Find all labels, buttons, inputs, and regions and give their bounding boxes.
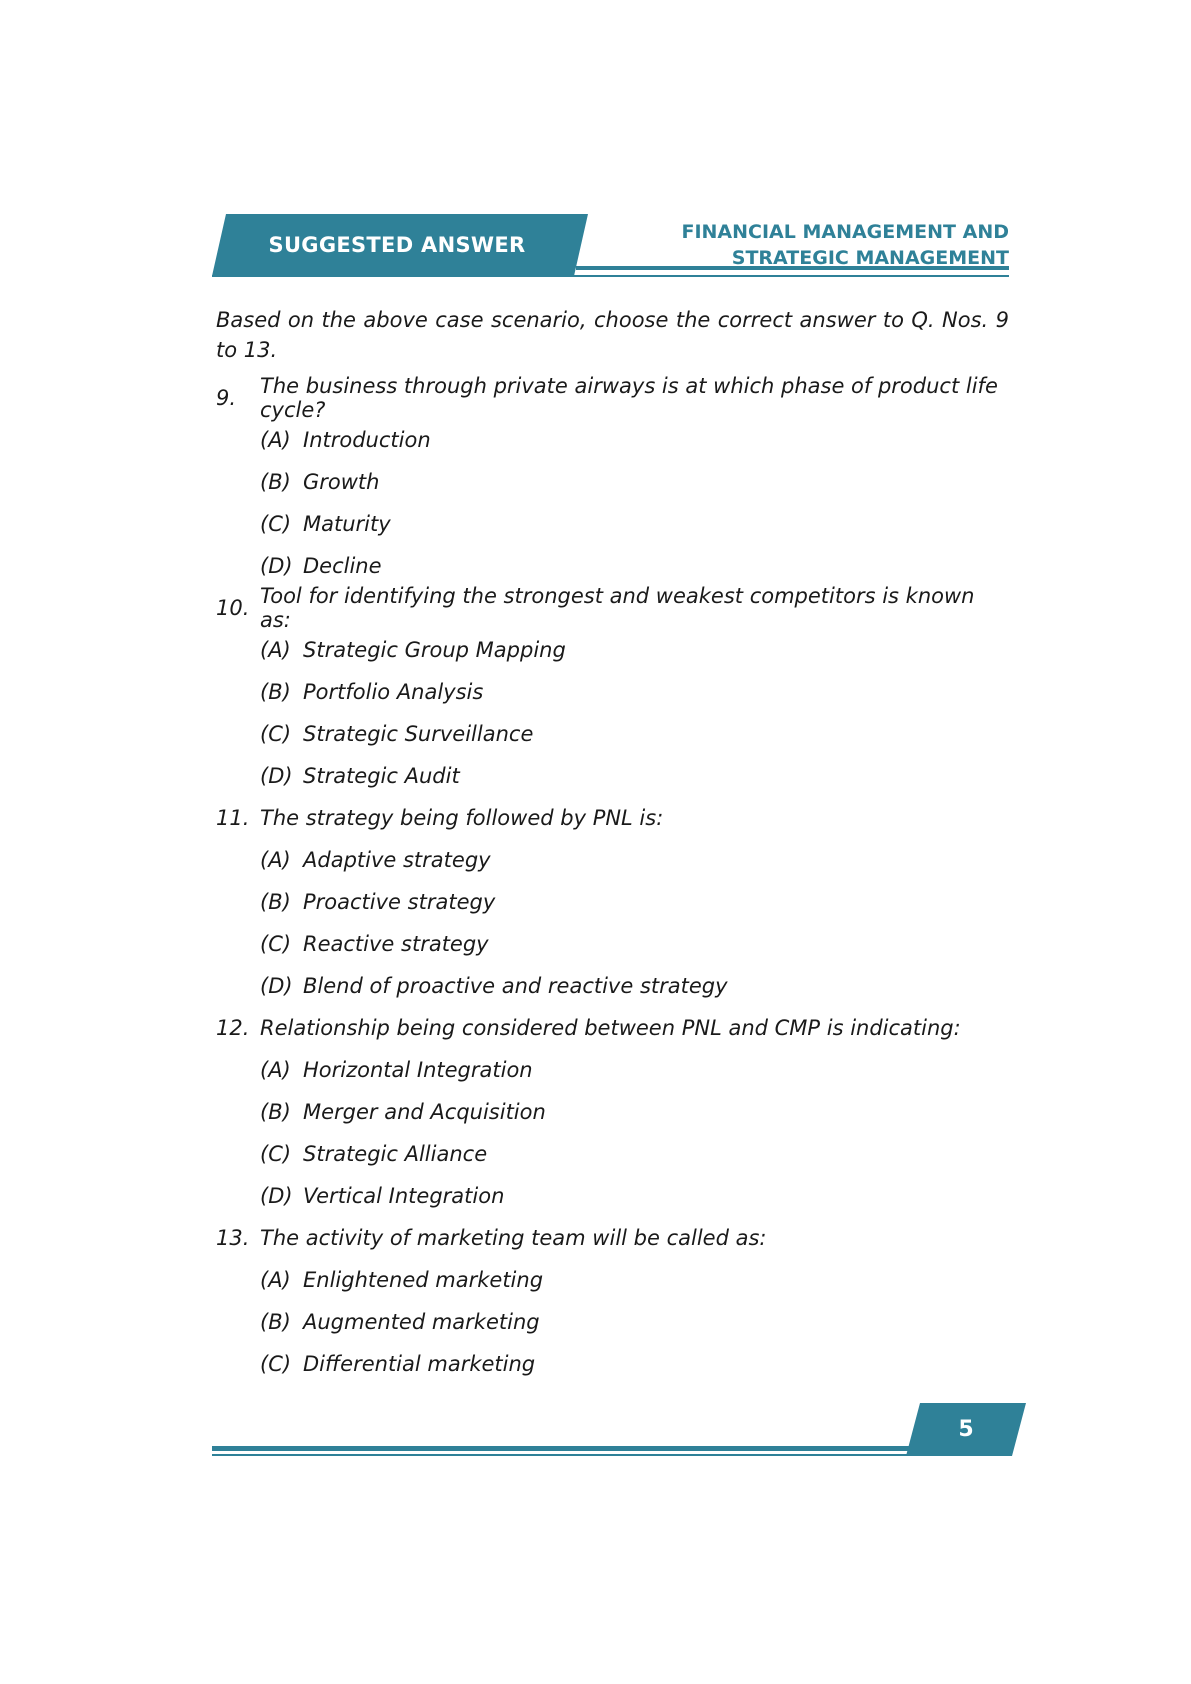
option-text: Merger and Acquisition [303,1100,546,1124]
option [216,545,1009,587]
option-label: (C) [260,1142,292,1166]
option [216,419,1009,461]
question-text: Relationship being considered between PNL and CMP is indicating: [260,1016,961,1040]
question-10 [216,584,1009,632]
option-text: Blend of proactive and reactive strategy [303,974,728,998]
option-label: (B) [260,890,291,914]
option [216,713,1009,755]
option-text: Portfolio Analysis [303,680,484,704]
option-text: Strategic Alliance [303,1142,488,1166]
option-label: (B) [260,1310,291,1334]
option [216,503,1009,545]
intro-text: Based on the above case scenario, choose the correct answer to Q. Nos. 9 to 13. [216,308,1009,362]
footer-rule [212,1446,912,1451]
option-label: (A) [260,1058,291,1082]
option-text: Decline [303,554,382,578]
option-label: (C) [260,512,292,536]
option [216,671,1009,713]
option-text: Adaptive strategy [303,848,491,872]
question-13 [216,1217,1009,1259]
option-label: (D) [260,1184,293,1208]
option [216,1259,1009,1301]
question-9 [216,374,1009,422]
question-number: 13. [216,1226,250,1250]
option [216,1091,1009,1133]
option-text: Enlightened marketing [303,1268,544,1292]
question-number: 10. [216,596,250,620]
page-number: 5 [958,1417,974,1442]
option-text: Horizontal Integration [303,1058,533,1082]
option-label: (D) [260,974,293,998]
suggested-answer-label: SUGGESTED ANSWER [268,233,526,257]
option [216,881,1009,923]
option-label: (B) [260,470,291,494]
option-label: (C) [260,722,292,746]
option-label: (A) [260,848,291,872]
option-text: Differential marketing [303,1352,536,1376]
question-number: 9. [216,386,237,410]
paper-title-line-2: STRATEGIC MANAGEMENT [731,247,1009,269]
option-text: Strategic Group Mapping [303,638,566,662]
option-label: (A) [260,638,291,662]
option-text: Augmented marketing [303,1310,540,1334]
option-text: Vertical Integration [303,1184,505,1208]
question-12 [216,1007,1009,1049]
option-label: (A) [260,1268,291,1292]
option-label: (B) [260,680,291,704]
option-label: (B) [260,1100,291,1124]
option-text: Reactive strategy [303,932,489,956]
footer-rule-thin [212,1454,912,1456]
option-text: Strategic Audit [303,764,460,788]
question-text: The business through private airways is at which phase of product life cycle? [260,374,998,422]
option [216,1301,1009,1343]
question-number: 12. [216,1016,250,1040]
option-label: (A) [260,428,291,452]
option-text: Strategic Surveillance [303,722,534,746]
paper-title [681,219,1009,271]
option [216,1175,1009,1217]
option [216,1049,1009,1091]
option-text: Maturity [303,512,391,536]
option-text: Introduction [303,428,431,452]
question-11 [216,797,1009,839]
question-text: Tool for identifying the strongest and weakest competitors is known as: [260,584,975,632]
option-label: (C) [260,1352,292,1376]
header-rule-thin [212,275,1009,277]
option [216,965,1009,1007]
option [216,839,1009,881]
option [216,1343,1009,1385]
option-text: Growth [303,470,380,494]
option-label: (C) [260,932,292,956]
question-text: The strategy being followed by PNL is: [260,806,664,830]
option-label: (D) [260,554,293,578]
option [216,923,1009,965]
option [216,461,1009,503]
option-label: (D) [260,764,293,788]
option [216,755,1009,797]
question-text: The activity of marketing team will be called as: [260,1226,767,1250]
paper-title-line-1: FINANCIAL MANAGEMENT AND [681,221,1009,243]
option [216,629,1009,671]
question-number: 11. [216,806,250,830]
option [216,1133,1009,1175]
question-content [216,305,1009,1385]
option-text: Proactive strategy [303,890,496,914]
